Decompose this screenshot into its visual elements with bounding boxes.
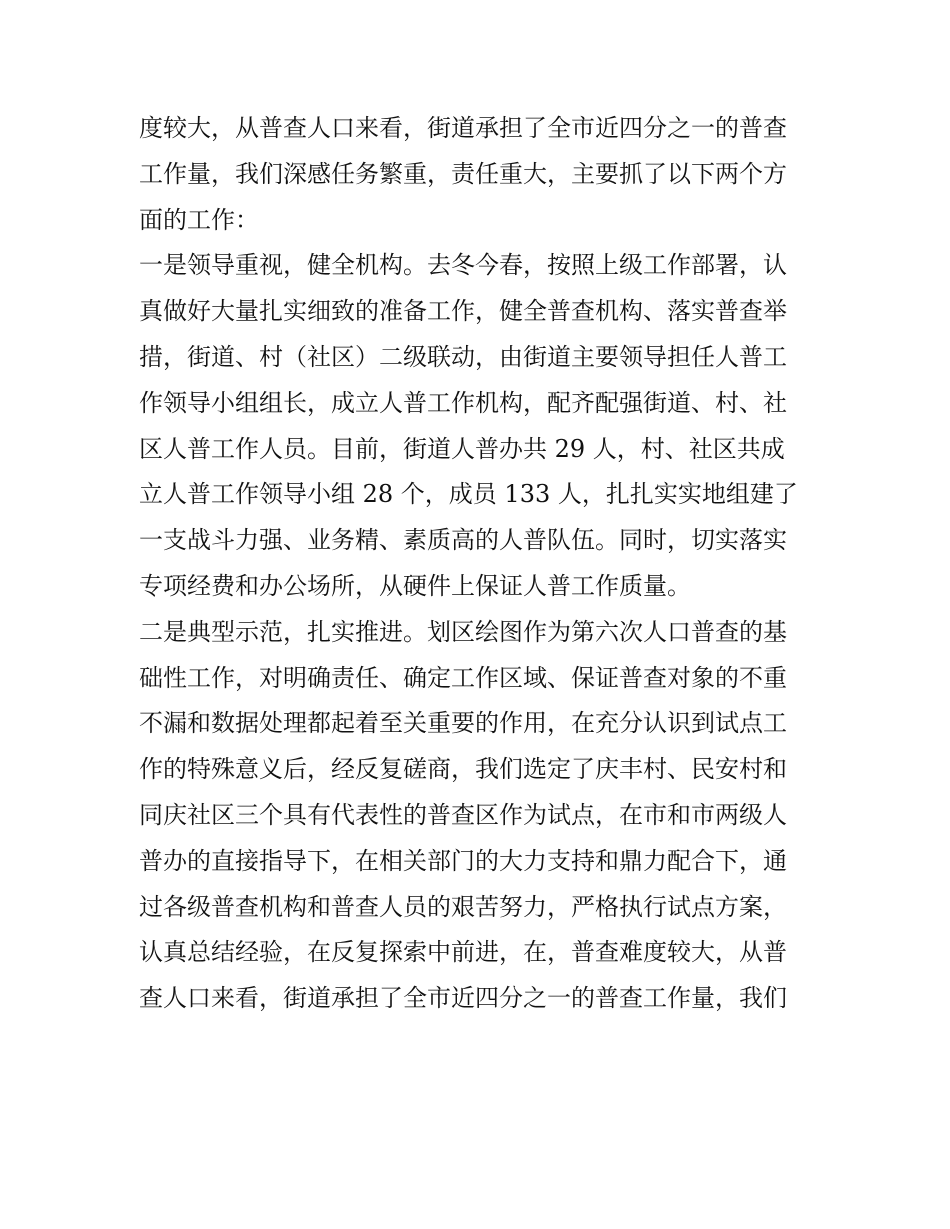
text-line: 一是领导重视，健全机构。去冬今春，按照上级工作部署，认: [139, 251, 787, 280]
text-line: 工作量，我们深感任务繁重，责任重大，主要抓了以下两个方: [139, 159, 787, 188]
text-line: 作的特殊意义后，经反复磋商，我们选定了庆丰村、民安村和: [139, 755, 787, 784]
text-line: 作领导小组组长，成立人普工作机构，配齐配强街道、村、社: [139, 388, 787, 417]
text-line: 立人普工作领导小组 28 个，成员 133 人，扎扎实实地组建了: [139, 480, 798, 509]
text-line: 同庆社区三个具有代表性的普查区作为试点，在市和市两级人: [139, 800, 787, 829]
text-line: 不漏和数据处理都起着至关重要的作用，在充分认识到试点工: [139, 709, 787, 738]
text-line: 专项经费和办公场所，从硬件上保证人普工作质量。: [139, 571, 691, 600]
text-line: 区人普工作人员。目前，街道人普办共 29 人，村、社区共成: [139, 434, 785, 463]
text-line: 查人口来看，街道承担了全市近四分之一的普查工作量，我们: [139, 984, 787, 1013]
text-line: 面的工作：: [139, 205, 259, 234]
text-line: 础性工作，对明确责任、确定工作区域、保证普查对象的不重: [139, 663, 787, 692]
document-body: [139, 106, 819, 1022]
text-line: 二是典型示范，扎实推进。划区绘图作为第六次人口普查的基: [139, 617, 787, 646]
text-line: 普办的直接指导下，在相关部门的大力支持和鼎力配合下，通: [139, 846, 787, 875]
text-line: 真做好大量扎实细致的准备工作，健全普查机构、落实普查举: [139, 297, 787, 326]
text-line: 认真总结经验，在反复探索中前进，在，普查难度较大，从普: [139, 938, 787, 967]
text-line: 过各级普查机构和普查人员的艰苦努力，严格执行试点方案，: [139, 892, 787, 921]
text-line: 度较大，从普查人口来看，街道承担了全市近四分之一的普查: [139, 114, 787, 142]
text-line: 措，街道、村（社区）二级联动，由街道主要领导担任人普工: [139, 342, 787, 371]
text-line: 一支战斗力强、业务精、素质高的人普队伍。同时，切实落实: [139, 526, 787, 555]
